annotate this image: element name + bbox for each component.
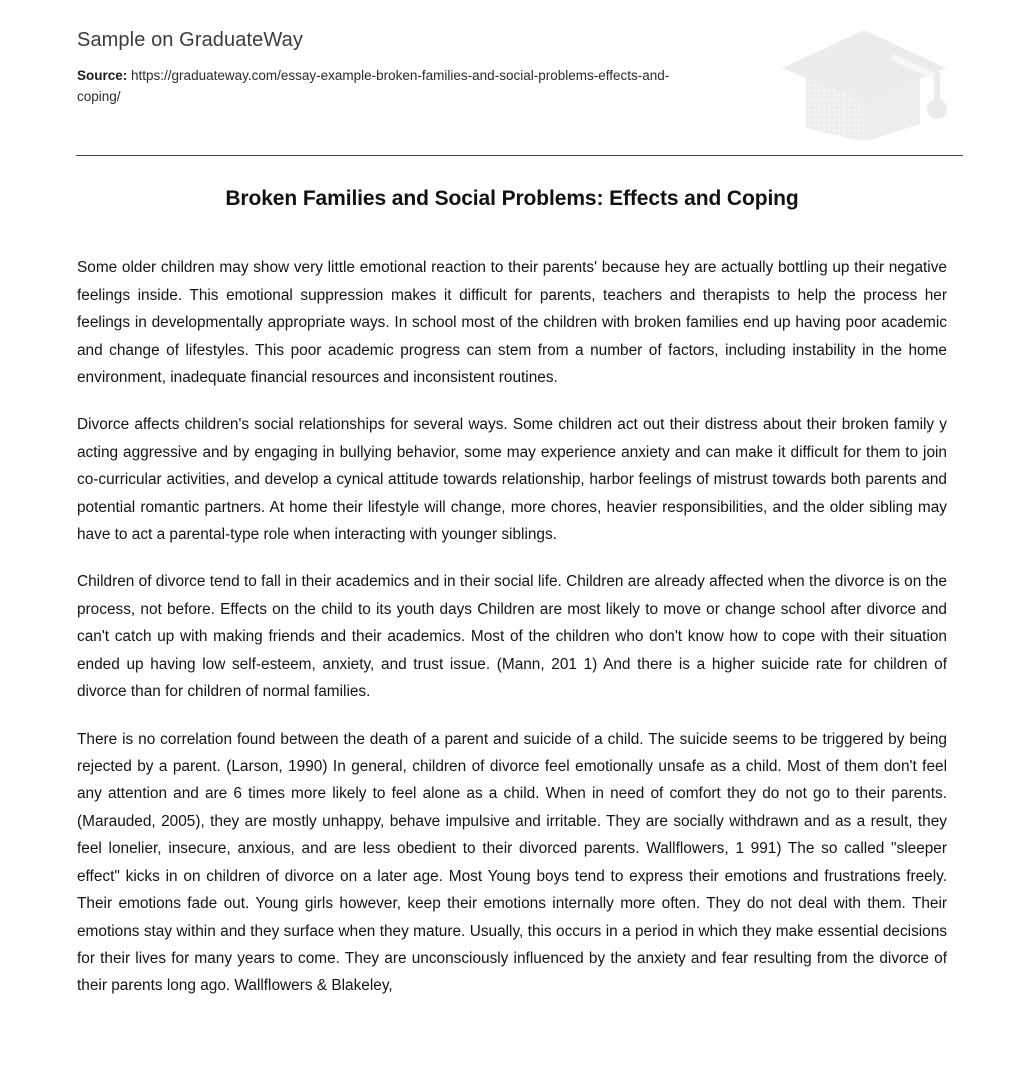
- source-line: [77, 66, 697, 108]
- body-paragraph: Divorce affects children's social relationships for several ways. Some children act out their distress about their broken family y acting aggressive and by engaging in bullying behavior, some may experience anxiety and can make it difficult for them to join co-curricular activities, and develop a cynical attitude towards relationship, harbor feelings of mistrust towards both parents and potential romantic partners. At home their lifestyle will change, more chores, heavier responsibilities, and the older sibling may have to act a parental-type role when interacting with younger siblings.: [77, 416, 947, 544]
- body-paragraph: Some older children may show very little emotional reaction to their parents' because hey are actually bottling up their negative feelings inside. This emotional suppression makes it difficult for parents, teachers and therapists to help the process her feelings in developmentally appropriate ways. In school most of the children with broken families end up having poor academic and change of lifestyles. This poor academic progress can stem from a number of factors, including instability in the home environment, inadequate financial resources and inconsistent routines.: [77, 259, 947, 386]
- page-title: Broken Families and Social Problems: Effects and Coping: [225, 187, 799, 210]
- page-header: [0, 0, 1024, 128]
- document-body: [77, 186, 947, 1000]
- source-url: https://graduateway.com/essay-example-broken-families-and-social-problems-effects-and-coping/: [77, 68, 670, 104]
- header-divider: [76, 155, 963, 156]
- body-paragraph: There is no correlation found between the death of a parent and suicide of a child. The suicide seems to be triggered by being rejected by a parent. (Larson, 1990) In general, children of divorce feel emotionally unsafe as a child. Most of them don't feel any attention and are 6 times more likely to feel alone as a child. When in need of comfort they do not go to their parents. (Marauded, 2005), they are mostly unhappy, behave impulsive and irritable. They are socially withdrawn and as a result, they feel lonelier, insecure, anxious, and are less obedient to their divorced parents. Wallflowers, 1 991) The so called "sleeper effect" kicks in on children of divorce on a later age. Most Young boys tend to express their emotions and frustrations freely. Their emotions fade out. Young girls however, keep their emotions internally more often. They do not deal with them. Their emotions stay within and they surface when they mature. Usually, this occurs in a period in which they make essential decisions for their lives for many years to come. They are unconsciously influenced by the anxiety and fear resulting from the divorce of their parents long ago. Wallflowers & Blakeley,: [77, 730, 947, 995]
- source-label: Source:: [77, 68, 128, 83]
- site-title: Sample on GraduateWay: [77, 29, 303, 51]
- body-paragraph: Children of divorce tend to fall in their academics and in their social life. Children are already affected when the divorce is on the process, not before. Effects on the child to its youth days Children are most likely to move or change school after divorce and can't catch up with making friends and their academics. Most of the children who don't know how to cope with their situation ended up having low self-esteem, anxiety, and trust issue. (Mann, 201 1) And there is a higher suicide rate for children of divorce than for children of normal families.: [77, 573, 947, 701]
